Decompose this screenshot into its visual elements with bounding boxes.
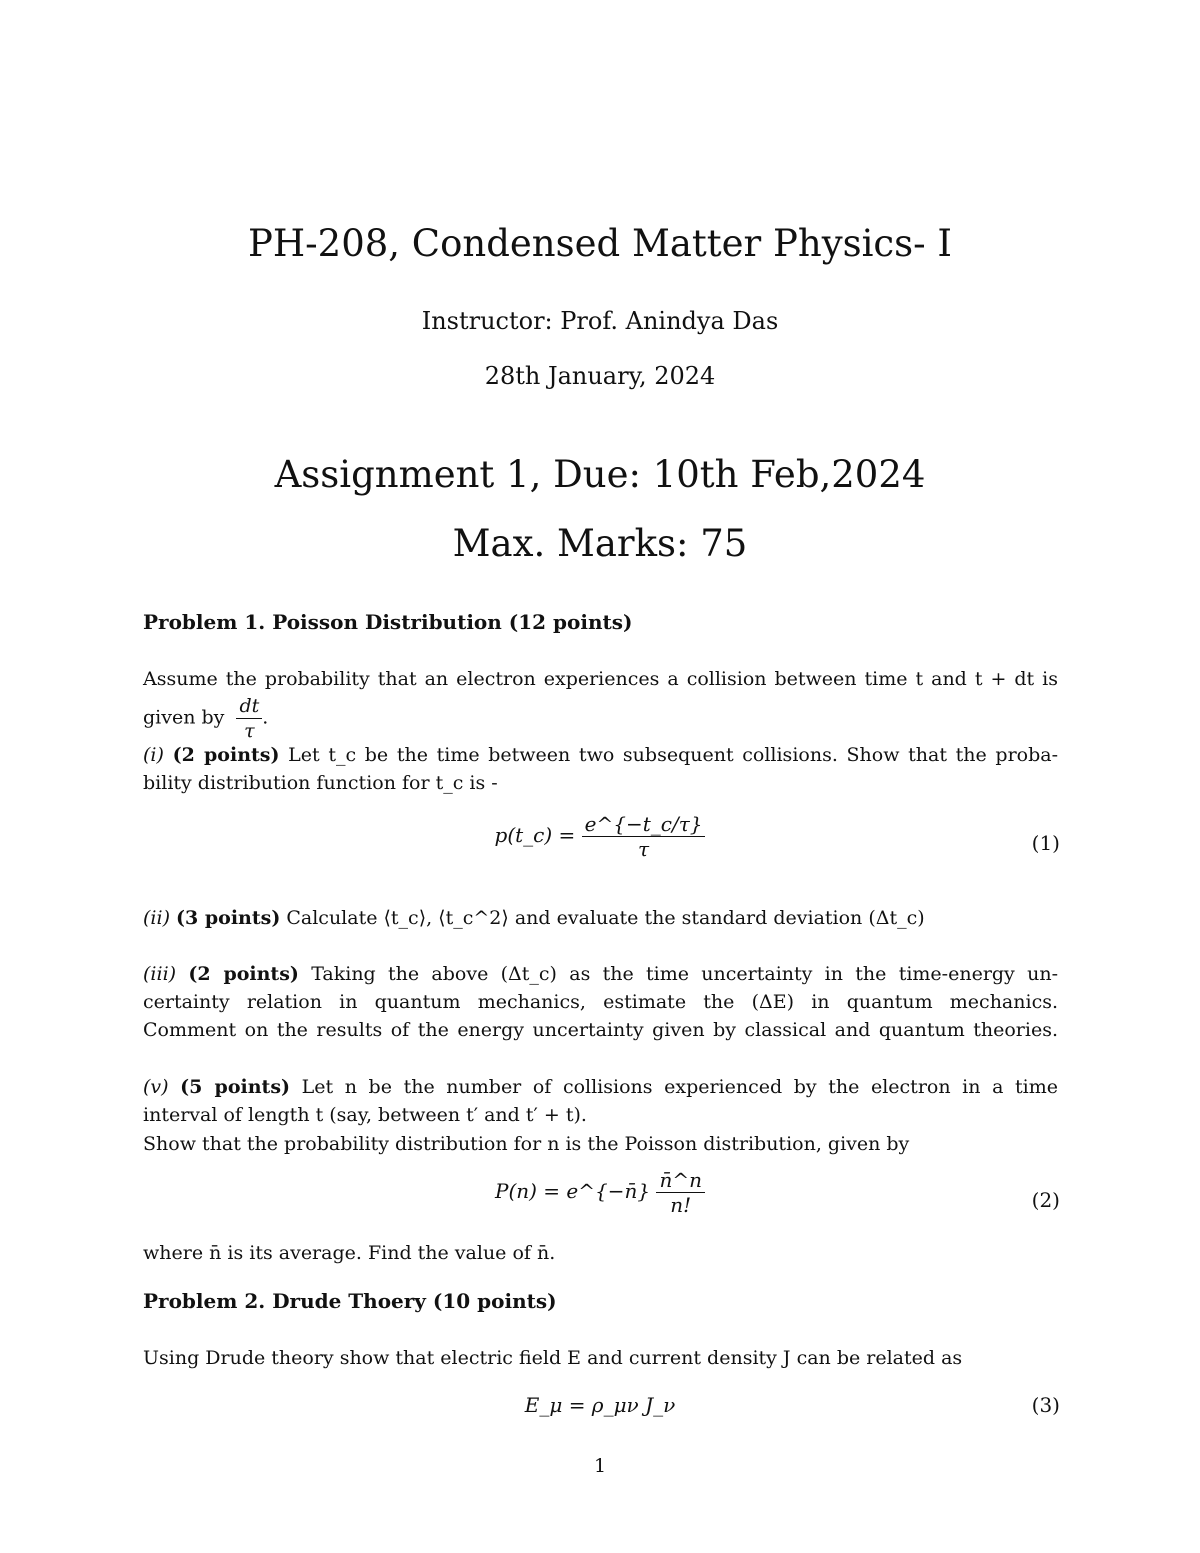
part-ii-text: Calculate ⟨t_c⟩, ⟨t_c^2⟩ and evaluate the standard deviation (Δt_c) [286,907,925,929]
equation-1-fraction [582,812,706,861]
after-equation-2: where n̄ is its average. Find the value of n̄. [143,1242,556,1264]
equation-2-numerator: n̄^n [656,1168,705,1193]
equation-1-denominator: τ [638,837,650,861]
problem-1-heading: Problem 1. Poisson Distribution (12 points) [143,610,633,634]
part-iii-label: (iii) [143,963,177,985]
date-line: 28th January, 2024 [484,362,716,390]
part-iii-line-1 [143,962,1058,986]
part-iii-text-3: Comment on the results of the energy uncertainty given by classical and quantum theories. [143,1019,1058,1041]
part-i-label: (i) [143,744,164,766]
part-i-line-1 [143,743,1058,767]
problem-2-text: Using Drude theory show that electric field E and current density J can be related as [143,1347,963,1369]
part-i-points: (2 points) [172,744,280,766]
course-title: PH-208, Condensed Matter Physics- I [247,222,953,265]
part-ii-line [143,906,925,930]
equation-1-lhs: p(t_c) = [494,823,576,847]
part-v-label: (v) [143,1076,169,1098]
equation-2-denominator: n! [670,1193,692,1217]
equation-2-number: (2) [1031,1188,1060,1212]
page-number: 1 [593,1455,607,1477]
intro-prefix: given by [143,706,225,729]
intro-fraction-denominator: τ [244,720,255,742]
part-v-text-3: Show that the probability distribution for n is the Poisson distribution, given by [143,1133,910,1155]
part-v-text-2: interval of length t (say, between t′ and t′ + t). [143,1104,587,1126]
assignment-title: Assignment 1, Due: 10th Feb,2024 [274,453,926,496]
part-v-line-1 [143,1075,1058,1099]
equation-1-number: (1) [1031,831,1060,855]
instructor-line: Instructor: Prof. Anindya Das [421,307,779,335]
problem-2-heading: Problem 2. Drude Thoery (10 points) [143,1289,557,1313]
problem-1-intro-line-1: Assume the probability that an electron experiences a collision between time t and t + dt is [143,668,1058,690]
part-ii-label: (ii) [143,907,170,929]
equation-1-numerator: e^{−t_c/τ} [582,812,706,837]
part-iii-text-2: certainty relation in quantum mechanics, estimate the (ΔE) in quantum mechanics. [143,991,1058,1013]
part-i-text-2: bility distribution function for t_c is - [143,772,498,794]
equation-3-number: (3) [1031,1393,1060,1417]
part-v-text-1: Let n be the number of collisions experienced by the electron in a time [301,1076,1058,1098]
part-iii-text-1: Taking the above (Δt_c) as the time uncertainty in the time-energy un- [311,963,1058,985]
part-iii-points: (2 points) [188,963,299,985]
equation-2-lhs: P(n) = e^{−n̄} [495,1179,651,1203]
part-i-text-1: Let t_c be the time between two subsequent collisions. Show that the proba- [288,744,1059,766]
problem-1-intro-line-2: given by $\frac{dt}{\tau}$ . [143,695,269,742]
part-v-points: (5 points) [180,1076,291,1098]
intro-fraction-numerator: dt [236,694,262,719]
equation-3: E_μ = ρ_μν J_ν [524,1393,676,1417]
equation-2-fraction [656,1168,705,1217]
max-marks: Max. Marks: 75 [452,522,748,565]
part-ii-points: (3 points) [176,907,281,929]
intro-fraction [236,694,262,743]
